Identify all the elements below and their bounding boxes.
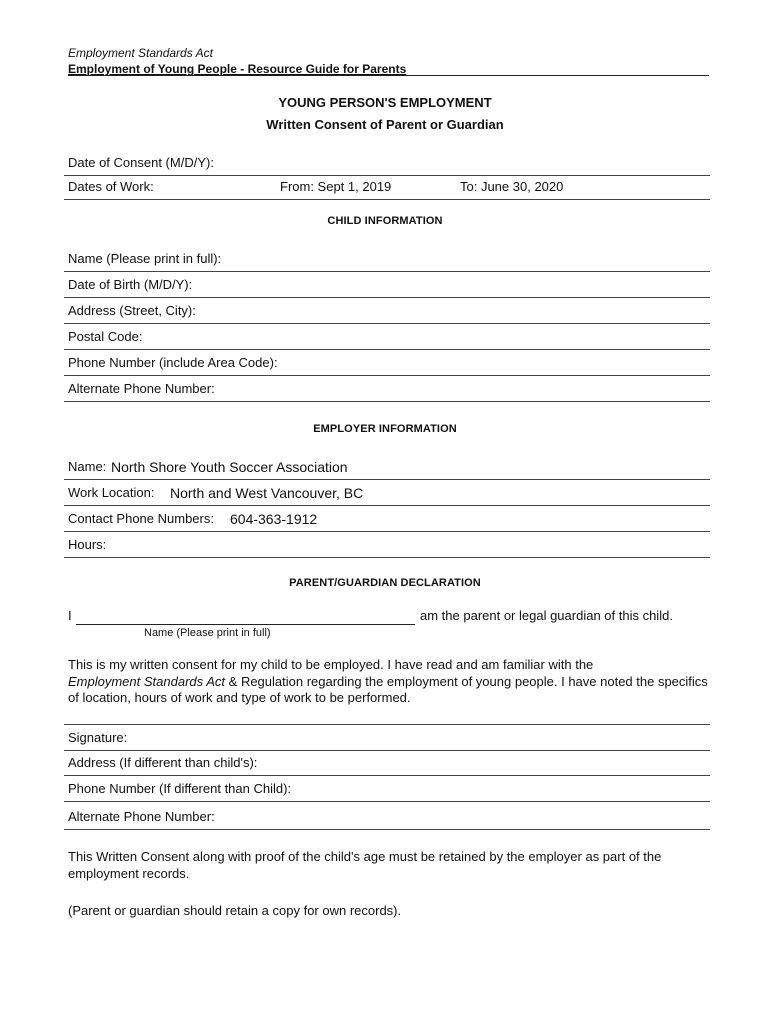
employer-name-field[interactable]: [64, 453, 710, 480]
work-from-value: From: Sept 1, 2019: [280, 179, 392, 194]
child-info-heading: CHILD INFORMATION: [327, 215, 443, 227]
hours-field[interactable]: [64, 531, 710, 558]
employer-info-heading: EMPLOYER INFORMATION: [313, 423, 457, 435]
parent-alt-phone-label: Alternate Phone Number:: [68, 809, 215, 824]
contact-phone-label: Contact Phone Numbers:: [68, 511, 214, 526]
consent-statement-act-name: Employment Standards Act: [68, 673, 226, 689]
contact-phone-field[interactable]: [64, 505, 710, 532]
header-act-title: Employment Standards Act: [68, 46, 213, 60]
child-postal-label: Postal Code:: [68, 329, 143, 344]
employer-name-value: North Shore Youth Soccer Association: [111, 459, 348, 475]
child-dob-label: Date of Birth (M/D/Y):: [68, 277, 193, 292]
child-address-field[interactable]: [64, 298, 710, 324]
parent-address-field[interactable]: [64, 750, 710, 776]
hours-label: Hours:: [68, 537, 107, 552]
signature-label: Signature:: [68, 730, 128, 745]
copy-note: (Parent or guardian should retain a copy for own records).: [68, 903, 402, 918]
child-alt-phone-field[interactable]: [64, 376, 710, 402]
consent-statement-part1: This is my written consent for my child to be employed. I have read and am familiar with the: [68, 657, 594, 672]
child-dob-field[interactable]: [64, 272, 710, 298]
form-title: YOUNG PERSON'S EMPLOYMENT: [278, 95, 492, 110]
work-location-value: North and West Vancouver, BC: [170, 485, 364, 501]
parent-phone-label: Phone Number (If different than Child):: [68, 781, 292, 796]
signature-field[interactable]: [64, 724, 710, 751]
parent-alt-phone-field[interactable]: [64, 802, 710, 830]
work-to-value: To: June 30, 2020: [460, 179, 564, 194]
parent-phone-field[interactable]: [64, 776, 710, 802]
employer-name-label: Name:: [68, 459, 107, 474]
dates-of-work-label: Dates of Work:: [68, 179, 154, 194]
child-address-label: Address (Street, City):: [68, 303, 196, 318]
parent-address-label: Address (If different than child's):: [68, 755, 258, 770]
parent-name-input-line[interactable]: [76, 624, 415, 625]
consent-statement-part2: & Regulation regarding the employment of young people. I have noted the specifics of location, hours of work and type of work to be performed.: [68, 673, 708, 705]
date-of-consent-field[interactable]: [64, 150, 710, 176]
consent-statement: [68, 657, 708, 707]
child-phone-label: Phone Number (include Area Code):: [68, 355, 278, 370]
child-name-field[interactable]: [64, 246, 710, 272]
parent-name-caption: Name (Please print in full): [144, 627, 271, 639]
child-name-label: Name (Please print in full):: [68, 251, 222, 266]
parent-declaration-heading: PARENT/GUARDIAN DECLARATION: [289, 577, 481, 589]
work-location-label: Work Location:: [68, 485, 155, 500]
child-phone-field[interactable]: [64, 350, 710, 376]
form-subtitle: Written Consent of Parent or Guardian: [266, 117, 504, 132]
child-alt-phone-label: Alternate Phone Number:: [68, 381, 215, 396]
date-of-consent-label: Date of Consent (M/D/Y):: [68, 155, 214, 170]
work-location-field[interactable]: [64, 479, 710, 506]
dates-of-work-field[interactable]: [64, 175, 710, 200]
header-guide-title: Employment of Young People - Resource Guide for Parents: [68, 62, 407, 76]
child-postal-field[interactable]: [64, 324, 710, 350]
declaration-prefix: I: [68, 608, 72, 623]
contact-phone-value: 604-363-1912: [230, 511, 318, 527]
retention-note: This Written Consent along with proof of the child's age must be retained by the employer as part of the employment records.: [68, 849, 662, 881]
header-divider: [68, 75, 709, 76]
declaration-text: am the parent or legal guardian of this child.: [420, 608, 673, 623]
